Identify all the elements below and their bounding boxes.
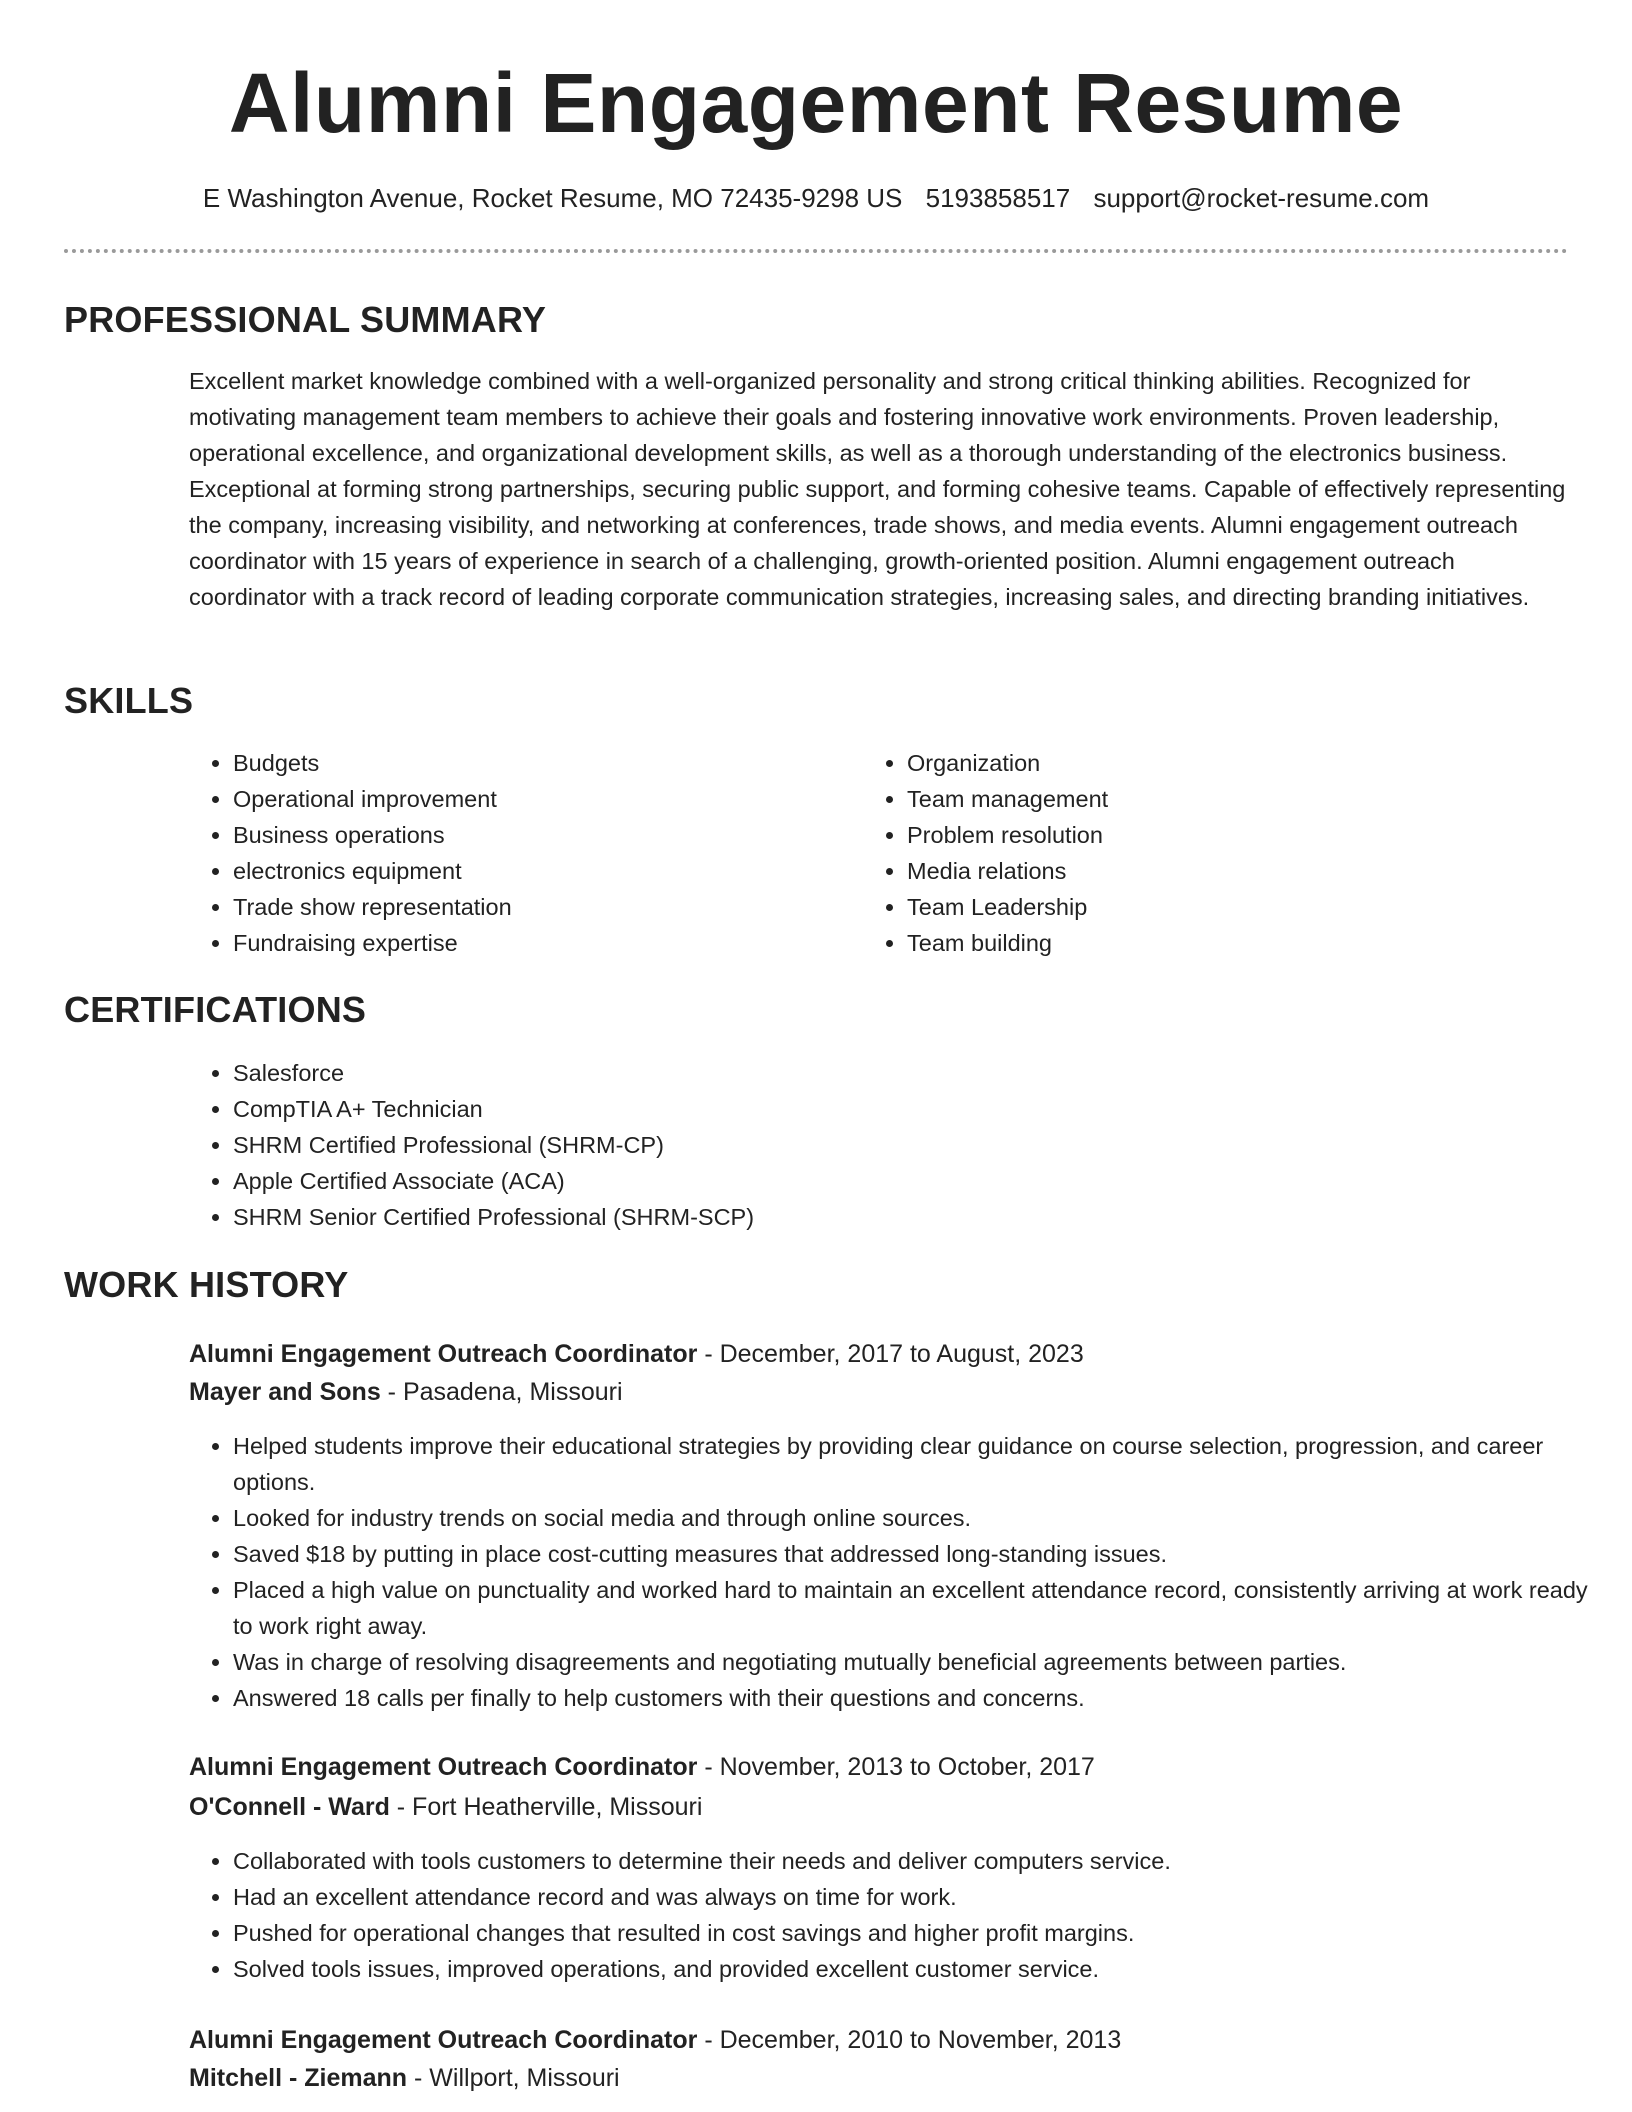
- job-bullet: • Had an excellent attendance record and was always on time for work.: [233, 1879, 1613, 1915]
- job-title-line: [189, 1335, 1084, 1373]
- job-title: Alumni Engagement Outreach Coordinator: [189, 2026, 698, 2054]
- skill-item: • Budgets: [233, 745, 853, 781]
- contact-email: support@rocket-resume.com: [1093, 183, 1430, 213]
- skill-item: • Organization: [907, 745, 1527, 781]
- job-company-line: [189, 2059, 620, 2097]
- certifications-list: [189, 1055, 1533, 1235]
- skills-list-left: [189, 745, 853, 961]
- job-bullet: • Answered 18 calls per finally to help customers with their questions and concerns.: [233, 1680, 1613, 1716]
- skill-item: • Problem resolution: [907, 817, 1527, 853]
- contact-phone: 5193858517: [925, 183, 1071, 213]
- job-company-line: [189, 1788, 702, 1826]
- contact-address: E Washington Avenue, Rocket Resume, MO 72435-9298 US: [202, 183, 903, 213]
- skill-item: • Media relations: [907, 853, 1527, 889]
- skill-item: • Team Leadership: [907, 889, 1527, 925]
- job-dates: - November, 2013 to October, 2017: [697, 1753, 1095, 1781]
- header-divider: [64, 249, 1568, 253]
- job-bullets: [189, 1428, 1613, 1716]
- job-company: Mayer and Sons: [189, 1378, 381, 1406]
- job-bullet: • Saved $18 by putting in place cost-cutting measures that addressed long-standing issues.: [233, 1536, 1613, 1572]
- certification-item: • Salesforce: [233, 1055, 1533, 1091]
- job-bullet: • Collaborated with tools customers to determine their needs and deliver computers service.: [233, 1843, 1613, 1879]
- job-location: - Pasadena, Missouri: [380, 1378, 623, 1406]
- job-title-line: [189, 2021, 1121, 2059]
- job-bullets: [189, 1843, 1613, 1987]
- skills-heading: SKILLS: [64, 680, 194, 721]
- certifications-heading: CERTIFICATIONS: [64, 989, 367, 1030]
- job-dates: - December, 2010 to November, 2013: [697, 2026, 1122, 2054]
- summary-text: Excellent market knowledge combined with a well-organized personality and strong critical thinking abilities. Recognized for motivating management team members to achieve their goals and fostering innovative work environments. Proven leadership, operational excellence, and organizational development skills, as well as a thorough understanding of the electronics business. Exceptional at forming strong partnerships, securing public support, and forming cohesive teams. Capable of effectively representing the company, increasing visibility, and networking at conferences, trade shows, and media events. Alumni engagement outreach coordinator with 15 years of experience in search of a challenging, growth-oriented position. Alumni engagement outreach coordinator with a track record of leading corporate communication strategies, increasing sales, and directing branding initiatives.: [189, 368, 1566, 610]
- work-history-heading: WORK HISTORY: [64, 1264, 349, 1305]
- job-bullet: • Looked for industry trends on social media and through online sources.: [233, 1500, 1613, 1536]
- job-title-line: [189, 1748, 1095, 1786]
- job-location: - Willport, Missouri: [407, 2064, 620, 2092]
- summary-heading: PROFESSIONAL SUMMARY: [64, 299, 547, 340]
- job-bullet: • Pushed for operational changes that resulted in cost savings and higher profit margins.: [233, 1915, 1613, 1951]
- skill-item: • Team building: [907, 925, 1527, 961]
- certification-item: • SHRM Certified Professional (SHRM-CP): [233, 1127, 1533, 1163]
- skills-list-right: [863, 745, 1527, 961]
- job-dates: - December, 2017 to August, 2023: [697, 1340, 1084, 1368]
- job-title: Alumni Engagement Outreach Coordinator: [189, 1753, 698, 1781]
- skill-item: • Business operations: [233, 817, 853, 853]
- certification-item: • Apple Certified Associate (ACA): [233, 1163, 1533, 1199]
- job-company-line: [189, 1373, 623, 1411]
- skill-item: • electronics equipment: [233, 853, 853, 889]
- job-location: - Fort Heatherville, Missouri: [389, 1793, 703, 1821]
- job-bullet: • Helped students improve their educational strategies by providing clear guidance on course selection, progression, and career options.: [233, 1428, 1613, 1500]
- job-bullet: • Was in charge of resolving disagreements and negotiating mutually beneficial agreements between parties.: [233, 1644, 1613, 1680]
- skill-item: • Fundraising expertise: [233, 925, 853, 961]
- resume-title: Alumni Engagement Resume: [228, 56, 1404, 150]
- job-title: Alumni Engagement Outreach Coordinator: [189, 1340, 698, 1368]
- contact-line: [0, 180, 1632, 216]
- job-company: Mitchell - Ziemann: [189, 2064, 408, 2092]
- certification-item: • SHRM Senior Certified Professional (SHRM-SCP): [233, 1199, 1533, 1235]
- skill-item: • Operational improvement: [233, 781, 853, 817]
- certification-item: • CompTIA A+ Technician: [233, 1091, 1533, 1127]
- skill-item: • Team management: [907, 781, 1527, 817]
- job-bullet: • Solved tools issues, improved operations, and provided excellent customer service.: [233, 1951, 1613, 1987]
- job-company: O'Connell - Ward: [189, 1793, 390, 1821]
- skill-item: • Trade show representation: [233, 889, 853, 925]
- job-bullet: • Placed a high value on punctuality and worked hard to maintain an excellent attendance record, consistently arriving at work ready to work right away.: [233, 1572, 1613, 1644]
